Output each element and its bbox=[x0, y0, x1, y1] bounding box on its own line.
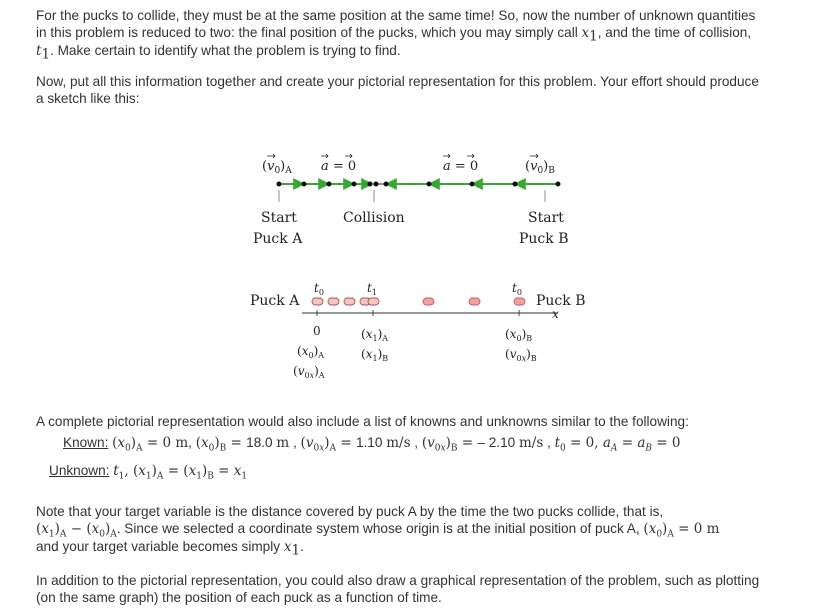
unknown-line: Unknown: $t_1$, $(x_1)_A = (x_1)_B = x_1$ bbox=[49, 463, 248, 482]
note-line-3: and your target variable becomes simply $x_1$. bbox=[36, 539, 304, 559]
zero-label: 0 bbox=[313, 324, 321, 338]
last-line-2: (on the same graph) the position of each puck as a function of time. bbox=[36, 590, 442, 605]
x1A-label: $(x_1)_A$ bbox=[361, 327, 389, 343]
known-x0B: 18.0 bbox=[246, 435, 273, 450]
t1-label: $t_1$ bbox=[367, 281, 377, 297]
knowns-intro bbox=[36, 413, 802, 430]
x0B-label: $(x_0)_B$ bbox=[505, 327, 533, 343]
graphical-paragraph bbox=[36, 572, 802, 606]
position-diagram bbox=[250, 281, 586, 380]
t0-right-label: $t_0$ bbox=[512, 281, 522, 297]
knowns-intro-text: A complete pictorial representation would also include a list of knowns and unknowns similar to the following: bbox=[36, 414, 689, 429]
start-a-label: Start bbox=[261, 210, 297, 226]
known-v0xB: – 2.10 bbox=[477, 435, 516, 450]
puck-a-label: Puck A bbox=[253, 231, 303, 247]
intro-line-3: $t_1$. Make certain to identify what the problem is trying to find. bbox=[36, 43, 401, 63]
note-line-2: $(x_1)_A - (x_0)_A$. Since we selected a coordinate system whose origin is at the initial position of puck A, $(x_0)_A = 0$ m bbox=[36, 521, 720, 540]
known-label: Known: bbox=[63, 435, 109, 450]
known-line: Known: $(x_0)_A = 0$ m, $(x_0)_B = 18.0$ m , $(v_{0x})_A = 1.10$ m/s , $(v_{0x})_B$ = – 2.10 m/s , $t_0 = 0$, $a_A = a_B = 0$ bbox=[63, 435, 681, 454]
v0xA-label: $(v_{0x})_A$ bbox=[293, 364, 325, 380]
x1B-label: $(x_1)_B$ bbox=[361, 347, 389, 363]
intro-line-2: in this problem is reduced to two: the final position of the pucks, which you may simply call $x_1$, and the time of collision, bbox=[36, 25, 752, 45]
x0A-label: $(x_0)_A$ bbox=[297, 344, 325, 360]
v0B-label: $(v_0)_B$ bbox=[525, 159, 555, 176]
t0-left-label: $t_0$ bbox=[314, 281, 324, 297]
known-v0xA: 1.10 bbox=[355, 435, 383, 450]
sketch-paragraph bbox=[36, 73, 802, 107]
v0xB-label: $(v_{0x})_B$ bbox=[505, 347, 537, 363]
pictorial-representation-figure bbox=[242, 122, 595, 400]
motion-diagram bbox=[253, 154, 569, 247]
aB-label: a = 0 bbox=[443, 159, 479, 174]
intro-paragraph bbox=[36, 7, 802, 63]
puck-b-label: Puck B bbox=[519, 231, 569, 247]
sketch-line-2: a sketch like this: bbox=[36, 91, 140, 106]
intro-line-1: For the pucks to collide, they must be at the same position at the same time! So, now the number of unknown quantities bbox=[36, 8, 756, 23]
puck-a-label-bottom: Puck A bbox=[250, 293, 300, 309]
collision-label: Collision bbox=[343, 210, 405, 226]
unknown-label: Unknown: bbox=[49, 463, 110, 478]
last-line-1: In addition to the pictorial representation, you could also draw a graphical representation of the problem, such as plotting bbox=[36, 573, 760, 588]
puck-b-label-bottom: Puck B bbox=[536, 293, 586, 309]
note-paragraph bbox=[36, 503, 802, 559]
aA-label: a = 0 bbox=[321, 159, 357, 174]
figure-svg bbox=[242, 122, 595, 400]
start-b-label: Start bbox=[528, 210, 564, 226]
v0A-label: $(v_0)_A$ bbox=[262, 159, 292, 176]
x-axis-label: x bbox=[552, 307, 559, 321]
note-line-1: Note that your target variable is the distance covered by puck A by the time the two pucks collide, that is, bbox=[36, 504, 664, 519]
sketch-line-1: Now, put all this information together and create your pictorial representation for this problem. Your effort should produce bbox=[36, 74, 759, 89]
